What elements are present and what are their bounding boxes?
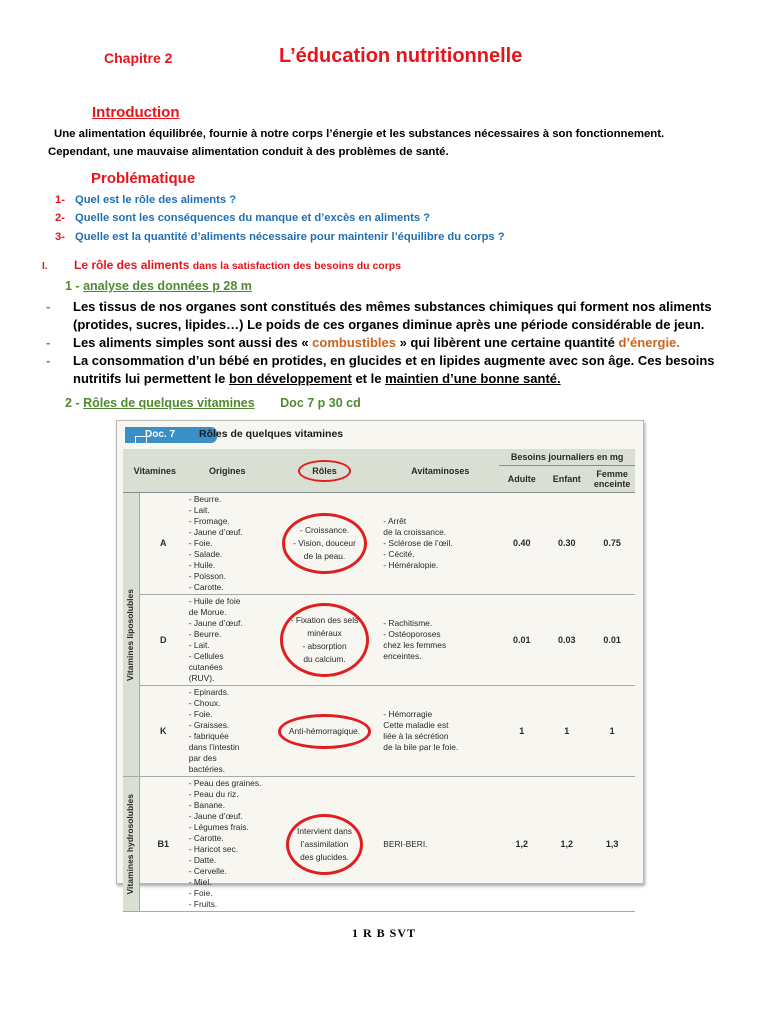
need-femme: 1 xyxy=(589,686,635,777)
question-number: 1- xyxy=(55,194,65,206)
document-icon xyxy=(135,436,147,448)
cell-line: - Légumes frais. xyxy=(188,822,249,832)
avitaminoses-cell xyxy=(381,777,499,912)
question-1 xyxy=(55,194,236,206)
cell-line: - Sclérose de l’œil. xyxy=(383,538,453,548)
cell-line: Cette maladie est xyxy=(383,720,449,730)
cell-line: - Huile de foie xyxy=(188,596,241,606)
scanned-document xyxy=(116,420,644,909)
table-row xyxy=(123,777,635,912)
cell-line: - Foie. xyxy=(188,709,213,719)
bullet-text-part: Les aliments simples sont aussi des « xyxy=(73,335,309,350)
cell-line: - Cervelle. xyxy=(188,866,227,876)
question-3 xyxy=(55,231,505,243)
subsection-number: 1 - xyxy=(65,279,80,293)
subsection-title: Rôles de quelques vitamines xyxy=(83,396,255,410)
section-subtitle: dans la satisfaction des besoins du corps xyxy=(192,260,402,272)
cell-line: - Carotte. xyxy=(188,582,224,592)
need-enfant: 0.30 xyxy=(544,493,589,595)
header-enfant: Enfant xyxy=(544,466,589,493)
cell-line: - absorption xyxy=(302,641,347,651)
bullet-text xyxy=(73,334,746,352)
header-besoins: Besoins journaliers en mg xyxy=(499,449,635,466)
cell-line: BERI-BERI. xyxy=(383,838,428,849)
roles-cell xyxy=(268,686,382,777)
bullet-dash: - xyxy=(46,335,51,350)
introduction-text xyxy=(48,125,748,161)
avitaminoses-cell xyxy=(381,686,499,777)
page-title: L’éducation nutritionnelle xyxy=(279,45,523,67)
cell-line: enceintes. xyxy=(383,651,422,661)
need-enfant: 0.03 xyxy=(544,595,589,686)
cell-line: bactéries. xyxy=(188,764,226,774)
cell-line: - fabriquée xyxy=(188,731,229,741)
origines-cell xyxy=(187,595,268,686)
cell-line: - Jaune d’œuf. xyxy=(188,527,243,537)
cell-line: - Lait. xyxy=(188,640,210,650)
cell-line: - Foie. xyxy=(188,538,213,548)
need-adulte: 1,2 xyxy=(499,777,544,912)
cell-line: - Peau des graines. xyxy=(188,778,262,788)
need-femme: 0.75 xyxy=(589,493,635,595)
section-1-heading xyxy=(42,258,401,272)
origines-cell xyxy=(187,493,268,595)
bullet-3 xyxy=(46,352,746,388)
cell-line: - Vision, douceur xyxy=(293,538,356,548)
need-femme: 0.01 xyxy=(589,595,635,686)
header-avitaminoses: Avitaminoses xyxy=(381,449,499,493)
avitaminoses-cell xyxy=(381,493,499,595)
cell-line: - Beurre. xyxy=(188,494,222,504)
cell-line: - Graisses. xyxy=(188,720,230,730)
bullet-1 xyxy=(46,298,746,334)
vitamin-name: A xyxy=(139,493,186,595)
chapter-label: Chapitre 2 xyxy=(104,50,173,66)
category-label: Vitamines hydrosolubles xyxy=(125,793,136,895)
cell-line: - Jaune d’œuf. xyxy=(188,811,243,821)
cell-line: - Rachitisme. xyxy=(383,618,433,628)
avitaminoses-cell xyxy=(381,595,499,686)
header-femme: Femme enceinte xyxy=(589,466,635,493)
cell-line: - Cécité. xyxy=(383,549,415,559)
subsection-1-heading xyxy=(65,279,252,293)
page-footer: 1 R B SVT xyxy=(351,926,416,940)
header-vitamines: Vitamines xyxy=(123,449,187,493)
doc-title: Rôles de quelques vitamines xyxy=(199,428,344,440)
need-adulte: 0.40 xyxy=(499,493,544,595)
introduction-line-1: Une alimentation équilibrée, fournie à notre corps l’énergie et les substances nécessaires à son fonctionnement. xyxy=(54,128,665,140)
cell-line: - Fixation des sels xyxy=(290,615,359,625)
table-row xyxy=(123,595,635,686)
cell-line: - Beurre. xyxy=(188,629,222,639)
vitamin-name: D xyxy=(139,595,186,686)
cell-line: (RUV). xyxy=(188,673,215,683)
introduction-heading: Introduction xyxy=(92,104,180,121)
cell-line: - Banane. xyxy=(188,800,226,810)
cell-line: - Fromage. xyxy=(188,516,230,526)
keyword-developpement: bon développement xyxy=(229,371,352,386)
category-hydrosoluble xyxy=(123,777,139,912)
section-number: I. xyxy=(42,261,48,272)
cell-line: cutanées xyxy=(188,662,223,672)
cell-line: - Fruits. xyxy=(188,899,218,909)
origines-cell xyxy=(187,777,268,912)
cell-line: chez les femmes xyxy=(383,640,447,650)
subsection-2-heading xyxy=(65,396,361,410)
cell-line: de Morue. xyxy=(188,607,227,617)
roles-cell xyxy=(268,777,382,912)
cell-line: - Choux. xyxy=(188,698,221,708)
need-adulte: 0.01 xyxy=(499,595,544,686)
cell-line: de la peau. xyxy=(303,551,346,561)
question-number: 2- xyxy=(55,212,65,224)
cell-line: - Foie. xyxy=(188,888,213,898)
role-circle xyxy=(278,714,371,749)
question-text: Quelle sont les conséquences du manque et d’excès en aliments ? xyxy=(75,212,431,224)
cell-line: - Croissance. xyxy=(299,525,350,535)
roles-cell xyxy=(268,595,382,686)
cell-line: - Carotte. xyxy=(188,833,224,843)
cell-line: Anti-hémorragique. xyxy=(288,725,361,736)
cell-line: - Peau du riz. xyxy=(188,789,239,799)
subsection-title: analyse des données p 28 m xyxy=(83,279,252,293)
problematique-heading: Problématique xyxy=(91,170,196,187)
bullet-text-part: La consommation d’un bébé en protides, en glucides et en lipides augmente avec son âge. Ces besoins nutritifs lui permettent le xyxy=(73,353,715,386)
cell-line: l’assimilation xyxy=(300,838,349,849)
cell-line: - Datte. xyxy=(188,855,217,865)
roles-cell xyxy=(268,493,382,595)
section-title: Le rôle des aliments xyxy=(74,258,190,272)
bullet-text xyxy=(73,352,746,388)
keyword-sante: maintien d’une bonne santé. xyxy=(385,371,561,386)
vitamin-name: K xyxy=(139,686,186,777)
header-roles xyxy=(268,449,382,493)
cell-line: - Jaune d’œuf. xyxy=(188,618,243,628)
cell-line: - Lait. xyxy=(188,505,210,515)
cell-line: - Poisson. xyxy=(188,571,226,581)
cell-line: Intervient dans xyxy=(297,825,352,836)
need-enfant: 1 xyxy=(544,686,589,777)
vitamin-name: B1 xyxy=(139,777,186,912)
header-roles-circled: Rôles xyxy=(298,460,351,482)
question-number: 3- xyxy=(55,231,65,243)
table-row xyxy=(123,686,635,777)
need-enfant: 1,2 xyxy=(544,777,589,912)
cell-line: dans l’intestin xyxy=(188,742,240,752)
cell-line: - Salade. xyxy=(188,549,223,559)
keyword-energie: d’énergie. xyxy=(618,335,680,350)
keyword-combustibles: combustibles xyxy=(312,335,396,350)
document-reference: Doc 7 p 30 cd xyxy=(280,396,361,410)
cell-line: - Cellules xyxy=(188,651,224,661)
cell-line: - Huile. xyxy=(188,560,216,570)
category-liposoluble xyxy=(123,493,139,777)
cell-line: - Epinards. xyxy=(188,687,230,697)
cell-line: - Haricot sec. xyxy=(188,844,239,854)
table-row xyxy=(123,493,635,595)
cell-line: - Hémorragie xyxy=(383,709,433,719)
category-label: Vitamines liposolubles xyxy=(125,588,136,681)
cell-line: du calcium. xyxy=(303,654,346,664)
bullet-dash: - xyxy=(46,299,51,314)
vitamins-table xyxy=(123,449,635,912)
question-text: Quelle est la quantité d’aliments nécessaire pour maintenir l’équilibre du corps ? xyxy=(75,231,505,243)
header-adulte: Adulte xyxy=(499,466,544,493)
cell-line: de la bile par le foie. xyxy=(383,742,459,752)
doc-label-text: Doc. 7 xyxy=(145,429,176,440)
question-2 xyxy=(55,212,430,224)
origines-cell xyxy=(187,686,268,777)
cell-line: - Ostéoporoses xyxy=(383,629,441,639)
bullet-text: Les tissus de nos organes sont constitués des mêmes substances chimiques qui forment nos aliments (protides, sucres, lipides…) Le poids de ces organes diminue après une période considérable de jeun. xyxy=(73,299,712,332)
bullet-2 xyxy=(46,334,746,352)
role-circle xyxy=(286,814,363,875)
need-adulte: 1 xyxy=(499,686,544,777)
subsection-number: 2 - xyxy=(65,396,80,410)
introduction-line-2: Cependant, une mauvaise alimentation conduit à des problèmes de santé. xyxy=(48,146,449,158)
bullet-text-part: et le xyxy=(355,371,382,386)
cell-line: - Héméralopie. xyxy=(383,560,439,570)
role-circle xyxy=(282,513,367,574)
need-femme: 1,3 xyxy=(589,777,635,912)
role-circle xyxy=(280,603,370,677)
header-origines: Origines xyxy=(187,449,268,493)
cell-line: de la croissance. xyxy=(383,527,447,537)
bullet-dash: - xyxy=(46,353,51,368)
cell-line: des glucides. xyxy=(300,851,349,862)
question-text: Quel est le rôle des aliments ? xyxy=(75,194,237,206)
cell-line: minéraux xyxy=(307,628,342,638)
cell-line: - Arrêt xyxy=(383,516,407,526)
cell-line: - Miel. xyxy=(188,877,212,887)
bullet-text-part: » qui libèrent une certaine quantité xyxy=(399,335,615,350)
cell-line: liée à la sécrétion xyxy=(383,731,449,741)
cell-line: par des xyxy=(188,753,217,763)
